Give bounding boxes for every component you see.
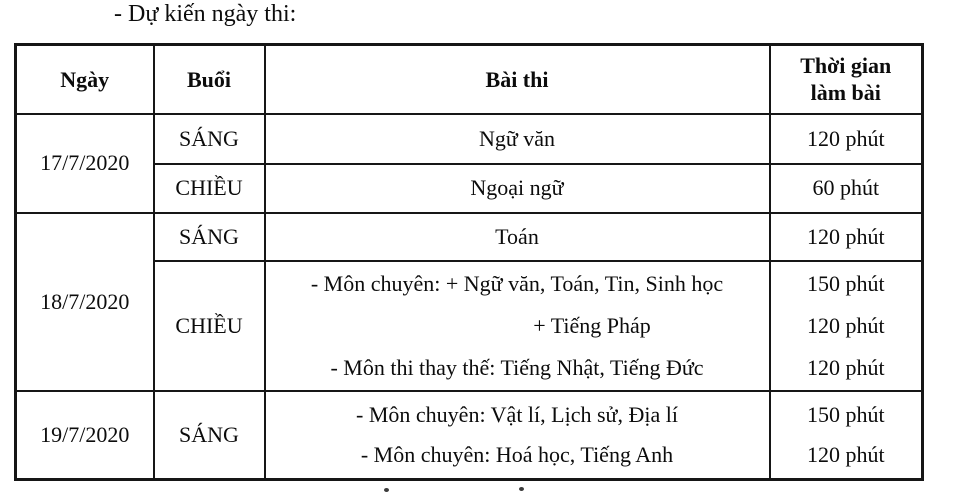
exam-line: + Tiếng Pháp bbox=[533, 312, 651, 338]
scan-artifact bbox=[519, 487, 524, 491]
header-date: Ngày bbox=[16, 45, 154, 114]
duration-line: 120 phút bbox=[806, 354, 885, 380]
scan-artifact bbox=[384, 488, 389, 492]
exam-line: - Môn chuyên: Hoá học, Tiếng Anh bbox=[360, 441, 674, 467]
header-duration: Thời gian làm bài bbox=[770, 45, 923, 114]
date-cell: 19/7/2020 bbox=[16, 391, 154, 480]
duration-line: 150 phút bbox=[806, 401, 885, 427]
intro-text: - Dự kiến ngày thi: bbox=[114, 1, 297, 27]
exam-cell: Ngoại ngữ bbox=[265, 164, 770, 213]
table-row bbox=[16, 213, 923, 261]
duration-cell: 120 phút bbox=[770, 114, 923, 164]
session-cell: CHIỀU bbox=[154, 164, 265, 213]
duration-cell bbox=[770, 261, 923, 391]
duration-line: 150 phút bbox=[806, 270, 885, 296]
header-exam: Bài thi bbox=[265, 45, 770, 114]
duration-line: 120 phút bbox=[806, 441, 885, 467]
date-cell: 17/7/2020 bbox=[16, 114, 154, 213]
table-header-row bbox=[16, 45, 923, 114]
header-session: Buổi bbox=[154, 45, 265, 114]
exam-line: - Môn thi thay thế: Tiếng Nhật, Tiếng Đức bbox=[330, 354, 704, 380]
exam-line: - Môn chuyên: + Ngữ văn, Toán, Tin, Sinh học bbox=[310, 270, 724, 296]
date-cell: 18/7/2020 bbox=[16, 213, 154, 391]
exam-cell: Ngữ văn bbox=[265, 114, 770, 164]
exam-cell: Toán bbox=[265, 213, 770, 261]
table-row bbox=[16, 391, 923, 480]
session-cell: SÁNG bbox=[154, 114, 265, 164]
session-cell: CHIỀU bbox=[154, 261, 265, 391]
exam-cell bbox=[265, 391, 770, 480]
duration-cell bbox=[770, 391, 923, 480]
duration-cell: 60 phút bbox=[770, 164, 923, 213]
session-cell: SÁNG bbox=[154, 391, 265, 480]
duration-cell: 120 phút bbox=[770, 213, 923, 261]
exam-line: - Môn chuyên: Vật lí, Lịch sử, Địa lí bbox=[356, 401, 678, 427]
exam-cell bbox=[265, 261, 770, 391]
duration-line: 120 phút bbox=[806, 312, 885, 338]
table-row bbox=[16, 114, 923, 164]
session-cell: SÁNG bbox=[154, 213, 265, 261]
exam-schedule-table bbox=[14, 43, 924, 481]
